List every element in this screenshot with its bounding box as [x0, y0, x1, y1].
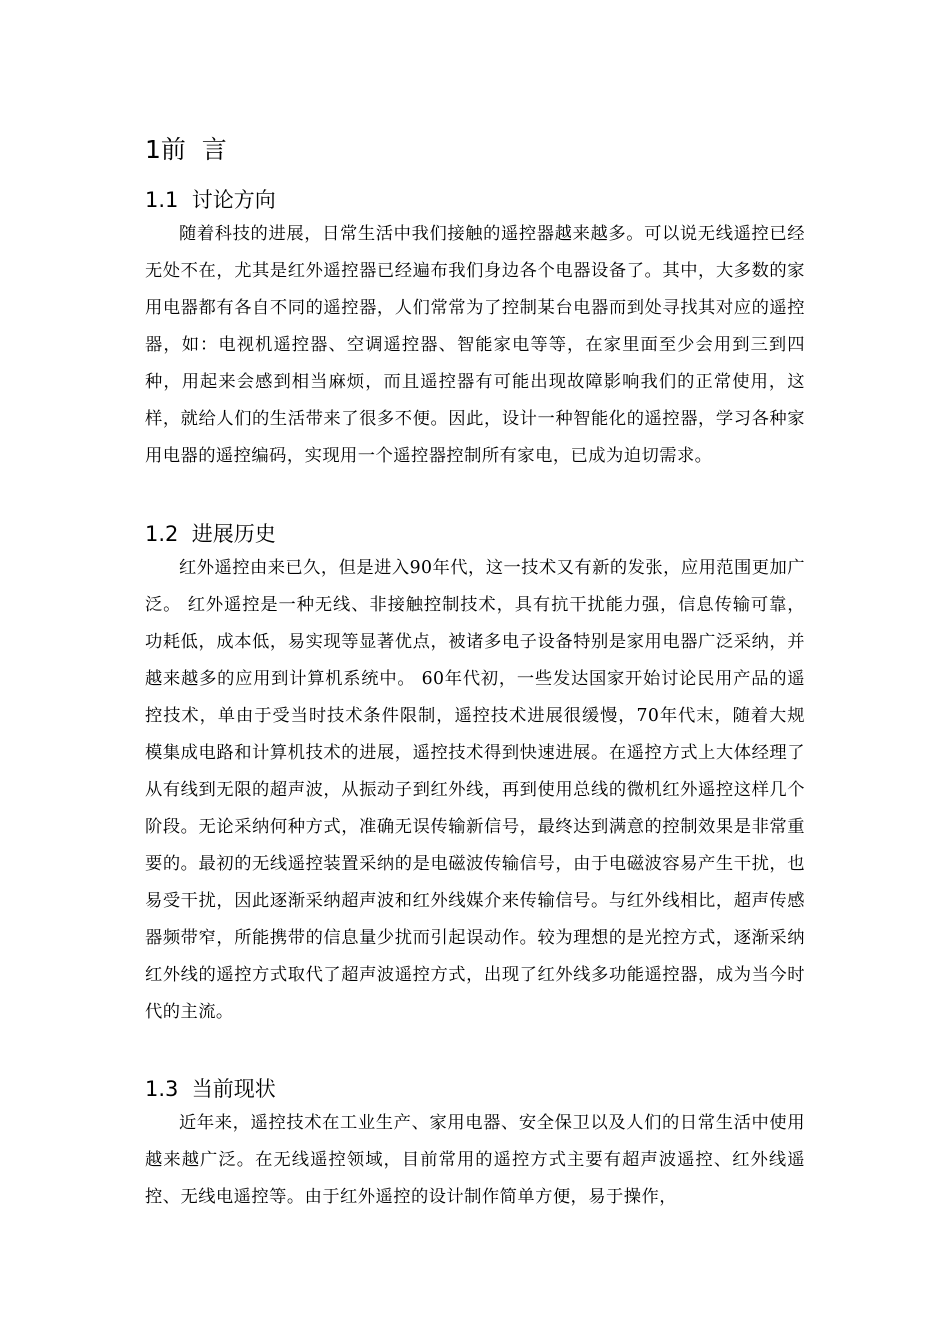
chapter-title: 1前 言 [145, 135, 227, 164]
section-heading: 1.3 当前现状 [145, 1077, 276, 1101]
section-development-history [145, 518, 805, 1031]
section-paragraph: 近年来，遥控技术在工业生产、家用电器、安全保卫以及人们的日常生活中使用越来越广泛。在无线遥控领域，目前常用的遥控方式主要有超声波遥控、红外线遥控、无线电遥控等。由于红外遥控的设计制作简单方便，易于操作， [145, 1113, 805, 1207]
section-paragraph: 随着科技的进展，日常生活中我们接触的遥控器越来越多。可以说无线遥控已经无处不在，尤其是红外遥控器已经遍布我们身边各个电器设备了。其中，大多数的家用电器都有各自不同的遥控器，人们常常为了控制某台电器而到处寻找其对应的遥控器，如：电视机遥控器、空调遥控器、智能家电等等，在家里面至少会用到三到四种，用起来会感到相当麻烦，而且遥控器有可能出现故障影响我们的正常使用，这样，就给人们的生活带来了很多不便。因此，设计一种智能化的遥控器，学习各种家用电器的遥控编码，实现用一个遥控器控制所有家电，已成为迫切需求。 [145, 224, 805, 466]
section-research-direction [145, 184, 805, 475]
section-heading: 1.2 进展历史 [145, 522, 276, 546]
section-paragraph: 红外遥控由来已久，但是进入90年代，这一技术又有新的发张，应用范围更加广泛。 红外遥控是一种无线、非接触控制技术，具有抗干扰能力强，信息传输可靠，功耗低，成本低，易实现等显著优点，被诸多电子设备特别是家用电器广泛采纳，并越来越多的应用到计算机系统中。 60年代初，一些发达国家开始讨论民用产品的遥控技术，单由于受当时技术条件限制，遥控技术进展很缓慢，70年代末，随着大规模集成电路和计算机技术的进展，遥控技术得到快速进展。在遥控方式上大体经理了从有线到无限的超声波，从振动子到红外线，再到使用总线的微机红外遥控这样几个阶段。无论采纳何种方式，准确无误传输新信号，最终达到满意的控制效果是非常重要的。最初的无线遥控装置采纳的是电磁波传输信号，由于电磁波容易产生干扰，也易受干扰，因此逐渐采纳超声波和红外线媒介来传输信号。与红外线相比，超声传感器频带窄，所能携带的信息量少扰而引起误动作。较为理想的是光控方式，逐渐采纳红外线的遥控方式取代了超声波遥控方式，出现了红外线多功能遥控器，成为当今时代的主流。 [145, 558, 805, 1022]
section-heading: 1.1 讨论方向 [145, 188, 276, 212]
section-current-status [145, 1073, 805, 1216]
